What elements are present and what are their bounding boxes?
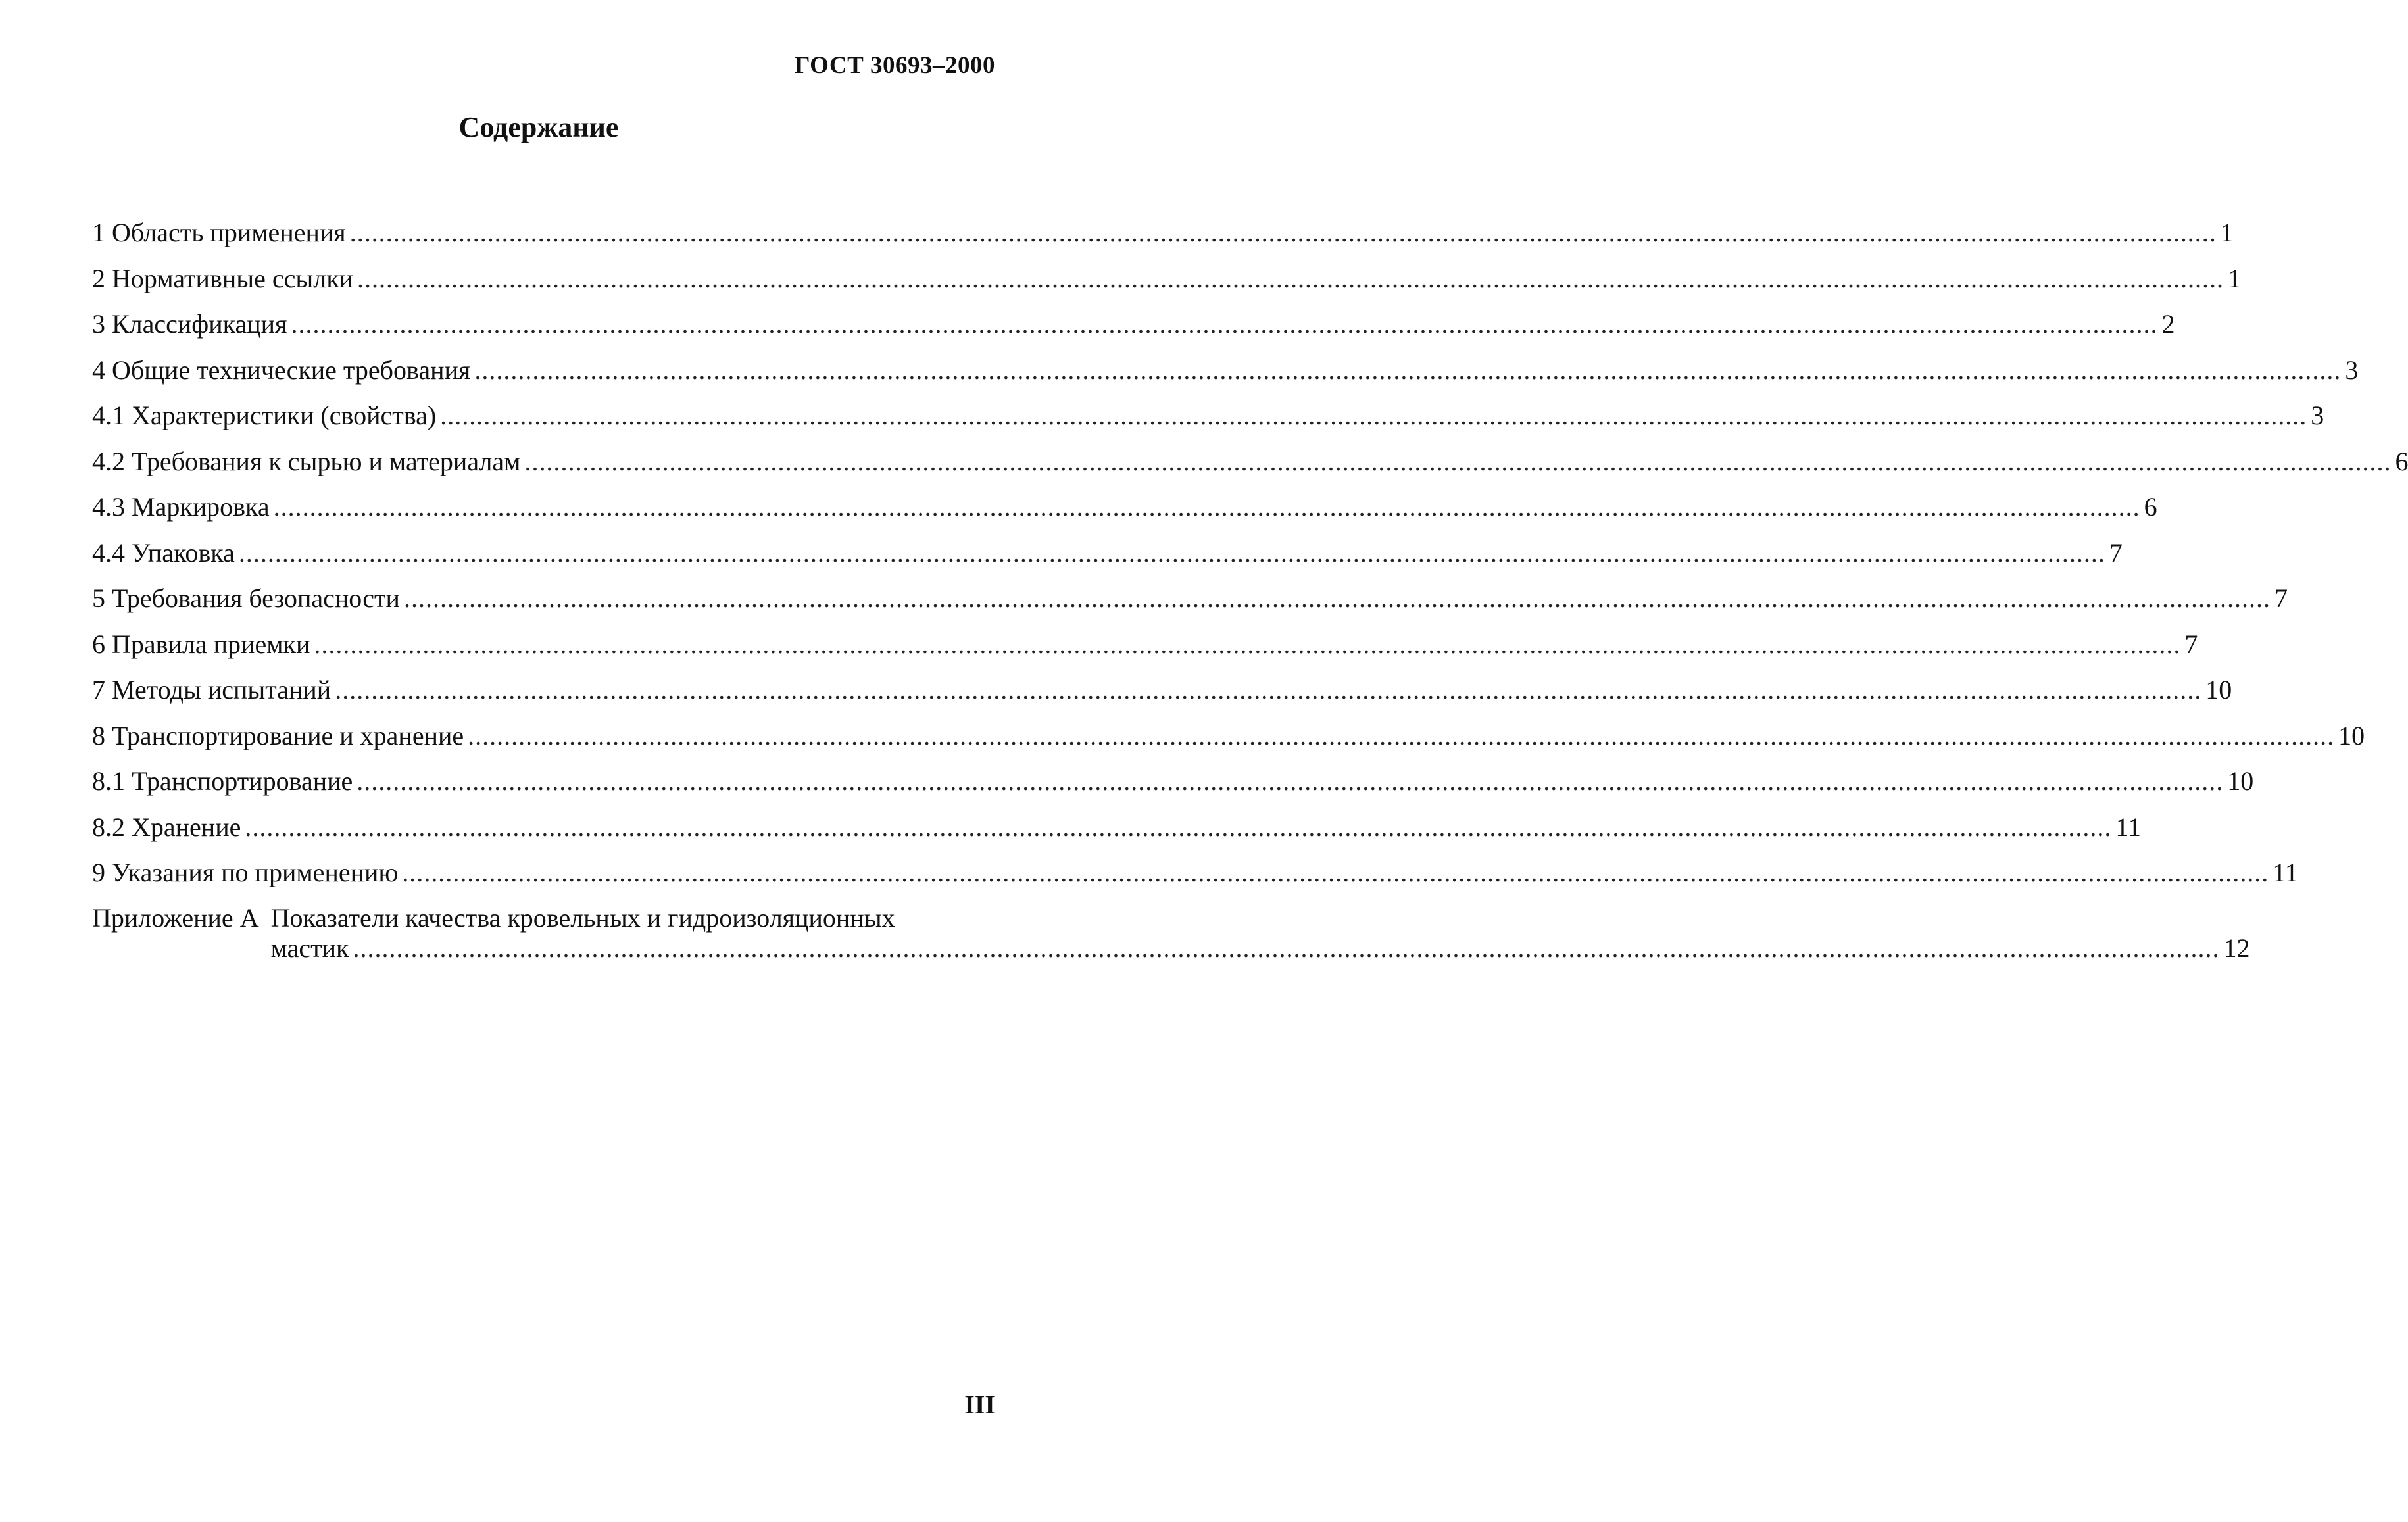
appendix-title-line2: мастик bbox=[270, 933, 349, 963]
toc-entry[interactable] bbox=[92, 857, 2298, 903]
toc-entry-label: 4.1 Характеристики (свойства) bbox=[92, 401, 437, 430]
toc-leader-dots bbox=[335, 674, 2201, 705]
toc-entry-page: 7 bbox=[2184, 629, 2198, 659]
toc-entry-page: 6 bbox=[2144, 492, 2157, 522]
toc-entry-page: 11 bbox=[2115, 812, 2141, 842]
toc-appendix-entry[interactable] bbox=[92, 902, 2250, 964]
toc-leader-dots bbox=[404, 583, 2271, 614]
toc-entry-page: 3 bbox=[2345, 355, 2359, 385]
toc-entry-page: 11 bbox=[2273, 858, 2298, 887]
toc-leader-dots bbox=[274, 491, 2140, 522]
toc-entry-label: 1 Область применения bbox=[92, 218, 346, 247]
toc-entry-label: 7 Методы испытаний bbox=[92, 675, 332, 704]
toc-leader-dots bbox=[239, 537, 2105, 568]
toc-entry[interactable] bbox=[92, 308, 2175, 355]
toc-entry-page: 10 bbox=[2338, 720, 2365, 750]
toc-leader-dots bbox=[350, 217, 2217, 248]
toc-entry-label: 4.3 Маркировка bbox=[92, 492, 270, 522]
toc-entry[interactable] bbox=[92, 674, 2232, 720]
toc-entry[interactable] bbox=[92, 400, 2324, 446]
toc-entry[interactable] bbox=[92, 537, 2123, 583]
appendix-page: 12 bbox=[2223, 933, 2250, 963]
toc-entry-label: 8.2 Хранение bbox=[92, 812, 241, 842]
appendix-title-line1: Показатели качества кровельных и гидроизоляционных bbox=[270, 902, 895, 933]
toc-entry-label: 2 Нормативные ссылки bbox=[92, 263, 354, 293]
toc-entry[interactable] bbox=[92, 217, 2234, 263]
toc-entry-label: 5 Требования безопасности bbox=[92, 583, 400, 613]
toc-entry-page: 10 bbox=[2227, 766, 2254, 796]
toc-entry-page: 1 bbox=[2228, 263, 2242, 293]
toc-entry-label: 4 Общие технические требования bbox=[92, 355, 471, 385]
toc-entry-label: 8 Транспортирование и хранение bbox=[92, 720, 464, 750]
toc-leader-dots bbox=[245, 812, 2111, 843]
toc-entry-label: 6 Правила приемки bbox=[92, 629, 310, 659]
toc-leader-dots bbox=[524, 446, 2391, 477]
page-number: III bbox=[964, 1390, 995, 1419]
toc-entry[interactable] bbox=[92, 812, 2141, 858]
toc-entry[interactable] bbox=[92, 720, 2365, 766]
toc-entry[interactable] bbox=[92, 583, 2288, 629]
toc-entry[interactable] bbox=[92, 629, 2198, 675]
toc-entry[interactable] bbox=[92, 446, 2408, 492]
page-title: Содержание bbox=[458, 111, 619, 143]
toc-leader-dots bbox=[474, 355, 2341, 385]
toc-entry-label: 3 Классификация bbox=[92, 309, 287, 339]
toc-entry-label: 4.4 Упаковка bbox=[92, 537, 235, 568]
toc-leader-dots bbox=[314, 629, 2180, 660]
toc-entry[interactable] bbox=[92, 491, 2157, 537]
toc-entry-page: 3 bbox=[2311, 401, 2324, 430]
toc-leader-dots bbox=[357, 263, 2224, 294]
toc-entry[interactable] bbox=[92, 263, 2242, 309]
toc-entry-label: 9 Указания по применению bbox=[92, 858, 399, 887]
appendix-prefix: Приложение А bbox=[92, 902, 259, 933]
appendix-title-line2-row bbox=[271, 933, 2250, 964]
toc-entry-page: 10 bbox=[2205, 675, 2232, 704]
toc-leader-dots bbox=[402, 857, 2269, 888]
toc-entry[interactable] bbox=[92, 355, 2359, 401]
toc-leader-dots bbox=[353, 933, 2219, 964]
toc-entry-page: 6 bbox=[2395, 446, 2408, 476]
appendix-body bbox=[271, 903, 2250, 964]
toc-entry-page: 7 bbox=[2109, 537, 2123, 568]
document-code: ГОСТ 30693–2000 bbox=[795, 52, 995, 79]
toc-entry-label: 8.1 Транспортирование bbox=[92, 766, 353, 796]
toc-leader-dots bbox=[468, 720, 2334, 751]
toc-leader-dots bbox=[356, 766, 2223, 797]
toc-leader-dots bbox=[440, 400, 2307, 431]
toc-entry-page: 2 bbox=[2161, 309, 2175, 339]
toc-entry-label: 4.2 Требования к сырью и материалам bbox=[92, 446, 521, 476]
table-of-contents bbox=[92, 217, 2408, 964]
toc-entry[interactable] bbox=[92, 766, 2254, 812]
toc-entry-page: 1 bbox=[2220, 218, 2234, 247]
toc-leader-dots bbox=[291, 308, 2157, 339]
toc-entry-page: 7 bbox=[2274, 583, 2288, 613]
